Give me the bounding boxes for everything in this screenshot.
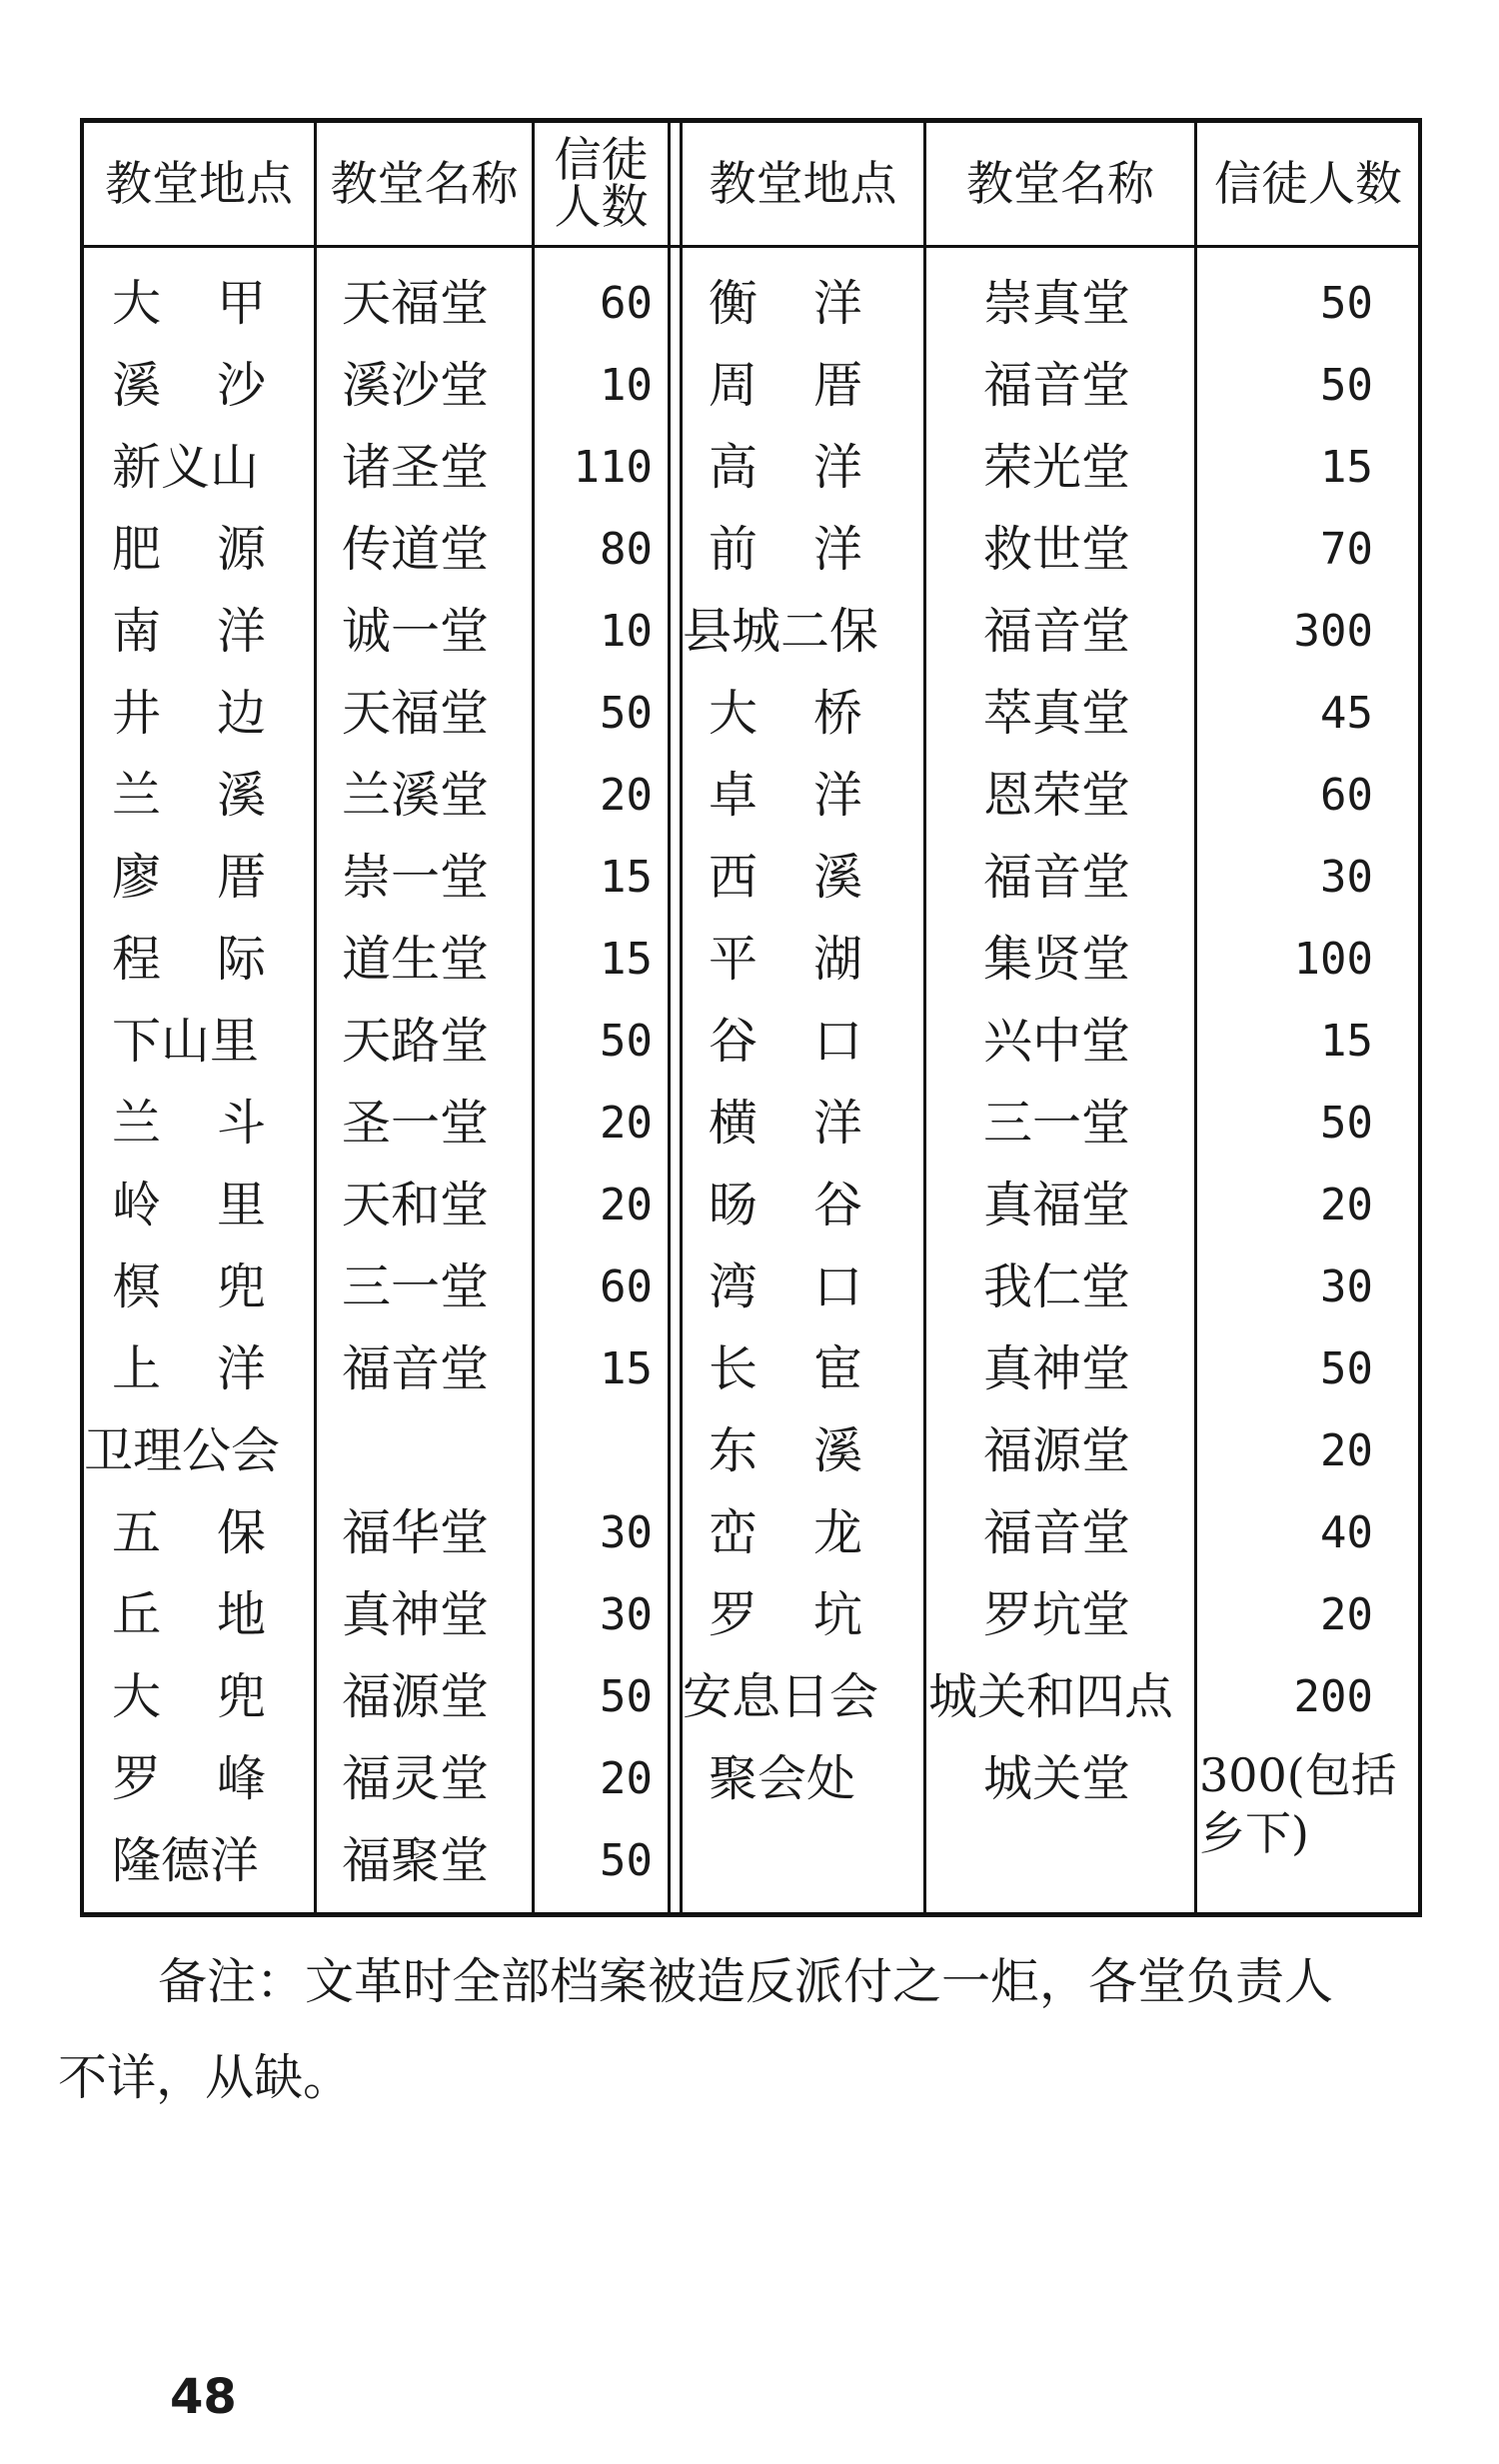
right-name-cell: 福音堂 <box>983 1504 1131 1561</box>
left-name-cell: 溪沙堂 <box>342 357 490 414</box>
right-name-cell: 集贤堂 <box>983 931 1131 988</box>
right-name-cell: 罗坑堂 <box>983 1586 1131 1643</box>
left-location-cell: 井边 <box>112 685 323 742</box>
left-name-cell: 诚一堂 <box>342 603 490 660</box>
right-count-cell: 50 <box>1320 360 1373 411</box>
right-count-cell: 20 <box>1320 1425 1373 1476</box>
left-count-cell: 20 <box>600 1180 653 1231</box>
header-name-right: 教堂名称 <box>966 156 1154 212</box>
left-location-cell: 五保 <box>112 1504 323 1561</box>
left-location-cell: 丘地 <box>112 1586 323 1643</box>
right-name-cell: 福音堂 <box>983 357 1131 414</box>
right-name-cell: 福源堂 <box>983 1422 1131 1479</box>
right-name-cell: 三一堂 <box>983 1095 1131 1152</box>
left-name-cell: 福聚堂 <box>342 1832 490 1889</box>
left-name-cell: 道生堂 <box>342 931 490 988</box>
right-count-cell: 300 <box>1293 606 1373 657</box>
left-name-cell: 三一堂 <box>342 1258 490 1315</box>
footnote <box>58 1934 1447 2126</box>
left-count-cell: 50 <box>600 1835 653 1886</box>
left-count-cell: 50 <box>600 1016 653 1067</box>
right-count-cell: 15 <box>1320 1016 1373 1067</box>
header-count-right: 信徒人数 <box>1214 156 1402 212</box>
header-count-left-line2: 人数 <box>554 180 649 235</box>
left-location-cell: 上洋 <box>112 1340 323 1397</box>
footnote-line-1: 备注：文革时全部档案被造反派付之一炬，各堂负责人 <box>158 1953 1334 2010</box>
left-count-cell: 50 <box>600 1671 653 1722</box>
left-location-cell: 程际 <box>112 931 323 988</box>
header-location-right: 教堂地点 <box>709 156 897 212</box>
right-location-cell: 县城二保 <box>683 603 879 660</box>
right-count-cell: 30 <box>1320 1261 1373 1312</box>
right-name-cell: 恩荣堂 <box>983 767 1131 824</box>
right-name-cell: 福音堂 <box>983 603 1131 660</box>
left-count-cell: 20 <box>600 1753 653 1804</box>
right-location-cell: 湾口 <box>709 1258 919 1315</box>
right-name-cell: 兴中堂 <box>983 1013 1131 1070</box>
left-count-cell: 110 <box>573 442 653 493</box>
left-count-cell: 60 <box>600 1261 653 1312</box>
left-location-cell: 溪沙 <box>112 357 323 414</box>
left-location-cell: 兰斗 <box>112 1095 323 1152</box>
right-location-cell: 罗坑 <box>709 1586 919 1643</box>
right-location-cell: 峦龙 <box>709 1504 919 1561</box>
right-location-cell: 西溪 <box>709 849 919 906</box>
left-count-cell: 10 <box>600 606 653 657</box>
right-location-cell: 平湖 <box>709 931 919 988</box>
left-location-cell: 兰溪 <box>112 767 323 824</box>
left-name-cell: 兰溪堂 <box>342 767 490 824</box>
right-name-cell: 真福堂 <box>983 1177 1131 1233</box>
right-count-cell: 20 <box>1320 1180 1373 1231</box>
right-name-cell: 萃真堂 <box>983 685 1131 742</box>
right-location-cell: 聚会处 <box>709 1750 856 1807</box>
left-location-cell: 廖厝 <box>112 849 323 906</box>
col-divider <box>923 123 926 1912</box>
right-name-cell: 城关堂 <box>983 1750 1131 1807</box>
right-location-cell: 前洋 <box>709 521 919 578</box>
left-location-cell: 榠兜 <box>112 1258 323 1315</box>
left-name-cell: 天和堂 <box>342 1177 490 1233</box>
left-location-cell: 卫理公会 <box>84 1422 281 1479</box>
left-count-cell: 15 <box>600 1343 653 1394</box>
left-name-cell: 福源堂 <box>342 1668 490 1725</box>
left-location-cell: 大兜 <box>112 1668 323 1725</box>
right-name-cell: 荣光堂 <box>983 439 1131 496</box>
church-table <box>80 118 1422 1917</box>
right-count-line-2: 乡下) <box>1199 1806 1309 1860</box>
right-location-cell: 长宦 <box>709 1340 919 1397</box>
left-name-cell: 传道堂 <box>342 521 490 578</box>
right-location-cell: 谷口 <box>709 1013 919 1070</box>
footnote-line-2: 不详，从缺。 <box>58 2049 353 2106</box>
right-location-cell: 安息日会 <box>683 1668 879 1725</box>
right-location-cell: 衡洋 <box>709 275 919 332</box>
left-location-cell: 新义山 <box>112 439 260 496</box>
right-count-cell: 60 <box>1320 770 1373 821</box>
col-divider-double <box>680 123 683 1912</box>
left-location-cell: 罗峰 <box>112 1750 323 1807</box>
left-location-cell: 岭里 <box>112 1177 323 1233</box>
right-count-cell: 50 <box>1320 1098 1373 1149</box>
right-count-cell: 200 <box>1293 1671 1373 1722</box>
left-name-cell: 天路堂 <box>342 1013 490 1070</box>
left-count-cell: 60 <box>600 278 653 329</box>
right-count-cell: 30 <box>1320 852 1373 903</box>
right-count-cell: 15 <box>1320 442 1373 493</box>
left-count-cell: 10 <box>600 360 653 411</box>
right-name-cell: 崇真堂 <box>983 275 1131 332</box>
left-name-cell: 崇一堂 <box>342 849 490 906</box>
left-location-cell: 隆德洋 <box>112 1832 260 1889</box>
right-location-cell: 周厝 <box>709 357 919 414</box>
right-count-cell: 70 <box>1320 524 1373 575</box>
left-count-cell: 20 <box>600 770 653 821</box>
header-count-left-line1: 信徒 <box>554 133 649 188</box>
right-count-cell: 50 <box>1320 1343 1373 1394</box>
page-number: 48 <box>170 2369 237 2425</box>
right-location-cell: 大桥 <box>709 685 919 742</box>
right-name-cell: 真神堂 <box>983 1340 1131 1397</box>
left-name-cell: 福灵堂 <box>342 1750 490 1807</box>
header-name-left: 教堂名称 <box>330 156 519 212</box>
left-name-cell: 真神堂 <box>342 1586 490 1643</box>
header-location-left: 教堂地点 <box>105 156 293 212</box>
left-name-cell: 圣一堂 <box>342 1095 490 1152</box>
right-count-cell: 45 <box>1320 688 1373 739</box>
right-name-cell: 城关和四点 <box>928 1668 1174 1725</box>
left-location-cell: 南洋 <box>112 603 323 660</box>
left-name-cell: 天福堂 <box>342 685 490 742</box>
right-location-cell: 横洋 <box>709 1095 919 1152</box>
left-name-cell: 福华堂 <box>342 1504 490 1561</box>
left-name-cell: 福音堂 <box>342 1340 490 1397</box>
left-location-cell: 下山里 <box>112 1013 260 1070</box>
right-count-cell: 40 <box>1320 1507 1373 1558</box>
right-location-cell: 东溪 <box>709 1422 919 1479</box>
right-count-line-1: 300(包括 <box>1199 1748 1397 1802</box>
left-name-cell: 诸圣堂 <box>342 439 490 496</box>
right-count-cell <box>1199 1746 1397 1866</box>
left-count-cell: 15 <box>600 934 653 985</box>
left-count-cell: 50 <box>600 688 653 739</box>
left-name-cell: 天福堂 <box>342 275 490 332</box>
right-count-cell: 100 <box>1293 934 1373 985</box>
right-location-cell: 高洋 <box>709 439 919 496</box>
right-name-cell: 救世堂 <box>983 521 1131 578</box>
right-count-cell: 20 <box>1320 1589 1373 1640</box>
left-count-cell: 80 <box>600 524 653 575</box>
right-location-cell: 旸谷 <box>709 1177 919 1233</box>
header-divider <box>84 245 1418 248</box>
left-location-cell: 大甲 <box>112 275 323 332</box>
col-divider-double <box>668 123 671 1912</box>
right-count-cell: 50 <box>1320 278 1373 329</box>
left-location-cell: 肥源 <box>112 521 323 578</box>
left-count-cell: 30 <box>600 1507 653 1558</box>
header-count-left <box>535 123 668 245</box>
right-name-cell: 我仁堂 <box>983 1258 1131 1315</box>
right-name-cell: 福音堂 <box>983 849 1131 906</box>
left-count-cell: 20 <box>600 1098 653 1149</box>
right-location-cell: 卓洋 <box>709 767 919 824</box>
left-count-cell: 15 <box>600 852 653 903</box>
left-count-cell: 30 <box>600 1589 653 1640</box>
